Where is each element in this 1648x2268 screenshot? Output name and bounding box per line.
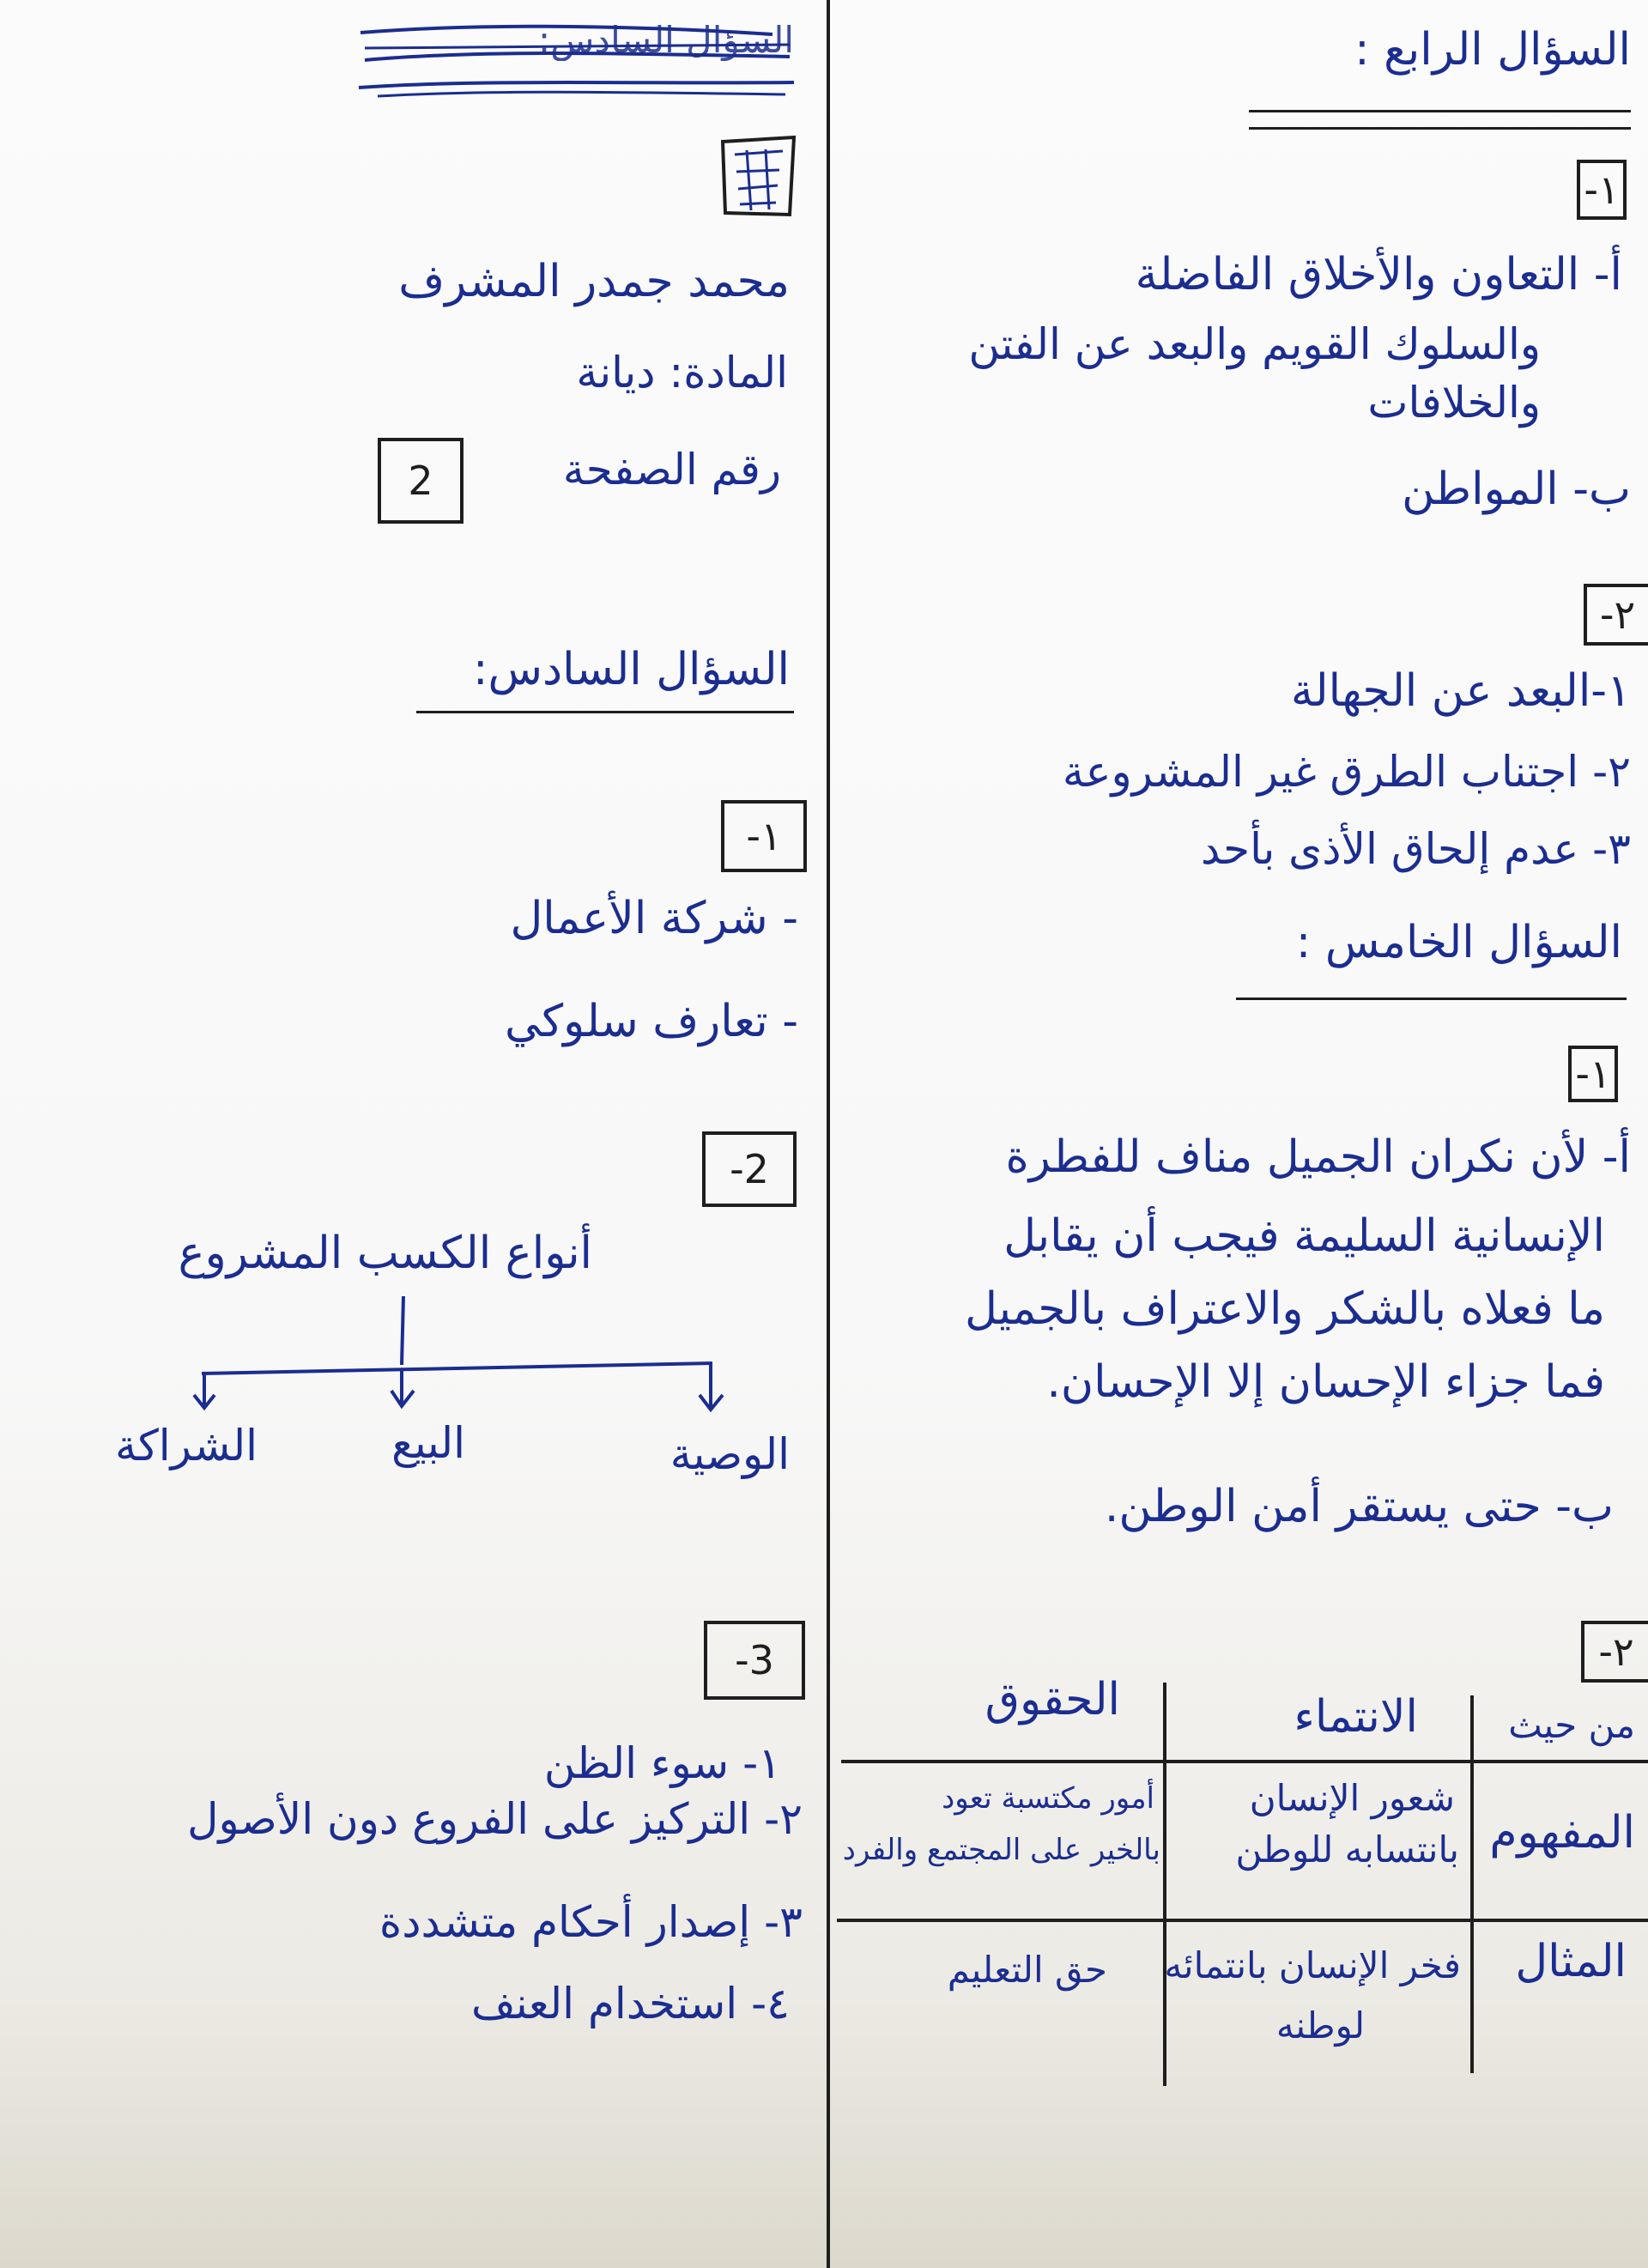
table-row-example-label: المثال	[1515, 1936, 1627, 1987]
q4-part1-box: ١-	[1577, 160, 1627, 220]
table-row-concept-c1-l1: شعور الإنسان	[1249, 1777, 1455, 1819]
q4-title: السؤال الرابع :	[1354, 24, 1631, 76]
q6-3-item1: ١- سوء الظن	[543, 1738, 781, 1788]
q4-a-line3: والخلافات	[1367, 378, 1541, 428]
table-header-belonging: الانتماء	[1294, 1691, 1418, 1743]
q5-part2-box: ٢-	[1581, 1621, 1648, 1683]
q4-b: ب- المواطن	[1402, 464, 1631, 515]
subject: المادة: ديانة	[576, 348, 788, 397]
diagram-leaf-sale: البيع	[391, 1418, 465, 1468]
q6-1-a: - شركة الأعمال	[510, 893, 798, 944]
q5-b: ب- حتى يستقر أمن الوطن.	[1104, 1481, 1614, 1532]
table-row-concept-c1-l2: بانتسابه للوطن	[1235, 1828, 1459, 1871]
q5-a-line2: الإنسانية السليمة فيجب أن يقابل	[1003, 1210, 1605, 1262]
diagram-leaf-partnership: الشراكة	[115, 1421, 258, 1471]
table-header-aspect: من حيث	[1508, 1704, 1635, 1746]
q4-a-line2: والسلوك القويم والبعد عن الفتن	[968, 319, 1541, 369]
q6-part1-box: ١-	[721, 800, 807, 872]
q4-part2-box: ٢-	[1584, 584, 1648, 646]
q4-a-line1: أ- التعاون والأخلاق الفاضلة	[1135, 249, 1622, 300]
q4-2-item1: ١-البعد عن الجهالة	[1290, 665, 1631, 717]
table-row-example-c1-l2: لوطنه	[1275, 2004, 1365, 2047]
q6-title: السؤال السادس:	[473, 644, 790, 695]
q5-part1-box: ١-	[1568, 1046, 1618, 1102]
q6-3-item3: ٣- إصدار أحكام متشددة	[379, 1897, 803, 1947]
q5-a-line1: أ- لأن نكران الجميل مناف للفطرة	[1005, 1131, 1631, 1183]
diagram-root: أنواع الكسب المشروع	[178, 1228, 592, 1279]
table-row-example-c1-l1: فخر الإنسان بانتمائه	[1164, 1944, 1461, 1986]
page-number-box: 2	[378, 438, 464, 524]
table-row-example-c2-l1: حق التعليم	[947, 1949, 1107, 1991]
q6-3-item4: ٤- استخدام العنف	[470, 1979, 790, 2028]
q5-a-line3: ما فعلاه بالشكر والاعتراف بالجميل	[965, 1283, 1605, 1335]
table-header-rights: الحقوق	[985, 1674, 1120, 1725]
header-scribble: السؤال السادس:	[537, 19, 794, 61]
q4-2-item3: ٣- عدم إلحاق الأذى بأحد	[1200, 824, 1631, 874]
q4-2-item2: ٢- اجتناب الطرق غير المشروعة	[1062, 747, 1631, 797]
table-row-concept-c2-l1: أمور مكتسبة تعود	[942, 1781, 1154, 1816]
table-row-concept-label: المفهوم	[1489, 1807, 1635, 1859]
q6-part2-box: 2-	[702, 1131, 797, 1207]
diagram-leaf-will: الوصية	[670, 1429, 790, 1479]
student-name: محمد جمدر المشرف	[398, 256, 790, 307]
q6-part3-box: 3-	[704, 1621, 805, 1700]
q6-1-b: - تعارف سلوكي	[505, 996, 798, 1047]
q6-3-item2: ٢- التركيز على الفروع دون الأصول	[187, 1794, 803, 1844]
q5-title: السؤال الخامس :	[1295, 917, 1622, 968]
page-label: رقم الصفحة	[562, 445, 781, 494]
q5-a-line4: فما جزاء الإحسان إلا الإحسان.	[1046, 1356, 1605, 1408]
table-row-concept-c2-l2: بالخير على المجتمع والفرد	[842, 1833, 1160, 1867]
